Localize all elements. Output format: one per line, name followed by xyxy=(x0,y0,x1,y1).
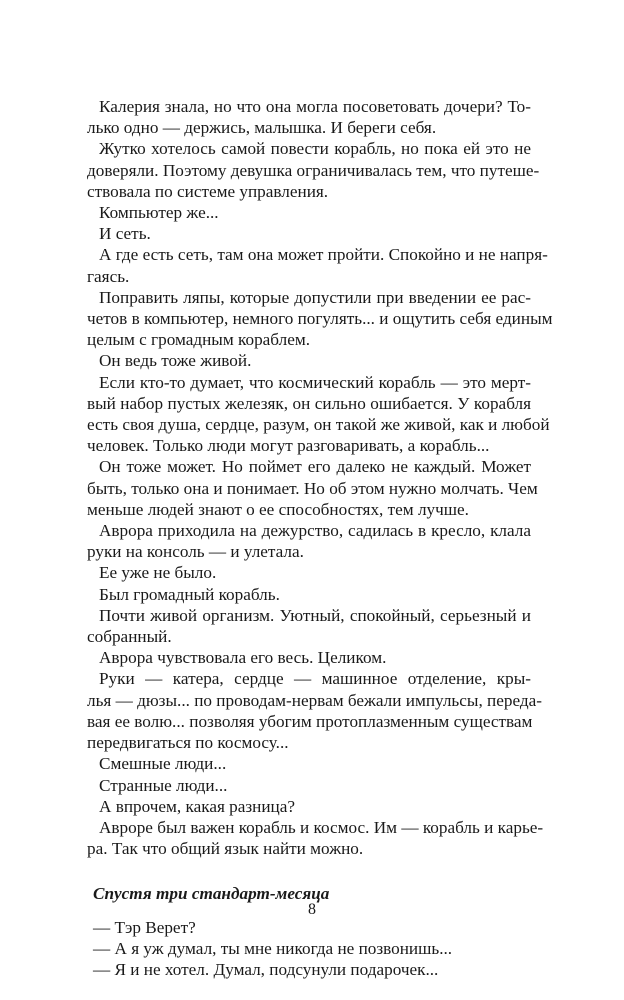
text-line: руки на консоль — и улетала. xyxy=(87,542,304,562)
text-line: есть своя душа, сердце, разум, он такой же живой, как и любой xyxy=(87,415,550,435)
text-line: Аврора чувствовала его весь. Целиком. xyxy=(99,648,387,668)
text-line: Он ведь тоже живой. xyxy=(99,351,252,371)
text-line: доверяли. Поэтому девушка ограничивалась тем, что путеше- xyxy=(87,160,540,180)
text-line: быть, только она и понимает. Но об этом нужно молчать. Чем xyxy=(87,478,538,498)
text-line: меньше людей знают о ее способностях, тем лучше. xyxy=(87,499,469,519)
text-line: Руки — катера, сердце — машинное отделение, кры- xyxy=(99,669,531,689)
text-line: гаясь. xyxy=(87,266,130,286)
paragraph xyxy=(87,138,540,202)
text-line: вый набор пустых железяк, он сильно ошибается. У корабля xyxy=(87,393,531,413)
text-line: Авроре был важен корабль и космос. Им — корабль и карье- xyxy=(99,817,544,837)
text-line: А где есть сеть, там она может пройти. Спокойно и не напря- xyxy=(99,245,548,265)
text-line: вая ее волю... позволяя убогим протоплазменным существам xyxy=(87,711,533,731)
paragraph xyxy=(87,244,548,286)
text-line: Если кто-то думает, что космический корабль — это мерт- xyxy=(99,372,531,392)
text-line: И сеть. xyxy=(99,224,151,244)
text-line: целым с громадным кораблем. xyxy=(87,330,310,350)
paragraph xyxy=(93,562,531,583)
dialog-line: — А я уж думал, ты мне никогда не позвонишь... xyxy=(93,938,453,958)
dialog-line: — Тэр Верет? xyxy=(93,917,196,937)
text-line: Он тоже может. Но поймет его далеко не каждый. Может xyxy=(99,457,531,477)
paragraph xyxy=(87,456,538,520)
text-line: передвигаться по космосу... xyxy=(87,733,289,753)
text-line: четов в компьютер, немного погулять... и ощутить себя единым xyxy=(87,309,553,329)
text-line: ра. Так что общий язык найти можно. xyxy=(87,839,364,859)
text-line: человек. Только люди могут разговаривать, а корабль... xyxy=(87,436,490,456)
text-line: А впрочем, какая разница? xyxy=(99,796,296,816)
text-line: Поправить ляпы, которые допустили при введении ее рас- xyxy=(99,287,531,307)
paragraph xyxy=(93,796,531,817)
text-line: Калерия знала, но что она могла посоветовать дочери? То- xyxy=(99,97,531,116)
dialog-line: — Я и не хотел. Думал, подсунули подарочек... xyxy=(93,959,439,979)
paragraph xyxy=(93,647,531,668)
text-line: собранный. xyxy=(87,627,172,647)
paragraph xyxy=(93,202,531,223)
text-line: лько одно — держись, малышка. И береги себя. xyxy=(87,118,437,138)
paragraph xyxy=(87,668,542,753)
text-line: Ее уже не было. xyxy=(99,563,217,583)
paragraph xyxy=(93,350,531,371)
text-line: Жутко хотелось самой повести корабль, но пока ей это не xyxy=(99,139,531,159)
text-line: Смешные люди... xyxy=(99,754,227,774)
paragraph xyxy=(87,605,531,647)
paragraph xyxy=(87,96,531,138)
paragraph xyxy=(93,223,531,244)
text-line: Странные люди... xyxy=(99,775,228,795)
paragraph xyxy=(87,372,550,457)
page-number: 8 xyxy=(308,901,316,918)
text-line: Компьютер же... xyxy=(99,203,219,223)
text-line: ствовала по системе управления. xyxy=(87,181,329,201)
paragraph xyxy=(93,775,531,796)
text-line: Почти живой организм. Уютный, спокойный, серьезный и xyxy=(99,605,531,625)
paragraph xyxy=(87,520,531,562)
section-heading: Спустя три стандарт-месяца xyxy=(93,884,330,904)
text-line: Был громадный корабль. xyxy=(99,584,280,604)
page-body xyxy=(87,96,553,980)
text-line: лья — дюзы... по проводам-нервам бежали импульсы, переда- xyxy=(87,690,542,710)
text-line: Аврора приходила на дежурство, садилась в кресло, клала xyxy=(99,521,531,541)
paragraph xyxy=(87,817,544,859)
main-text xyxy=(87,96,553,859)
paragraph xyxy=(87,287,553,351)
dialog-block xyxy=(93,917,531,981)
paragraph xyxy=(93,753,531,774)
paragraph xyxy=(93,584,531,605)
